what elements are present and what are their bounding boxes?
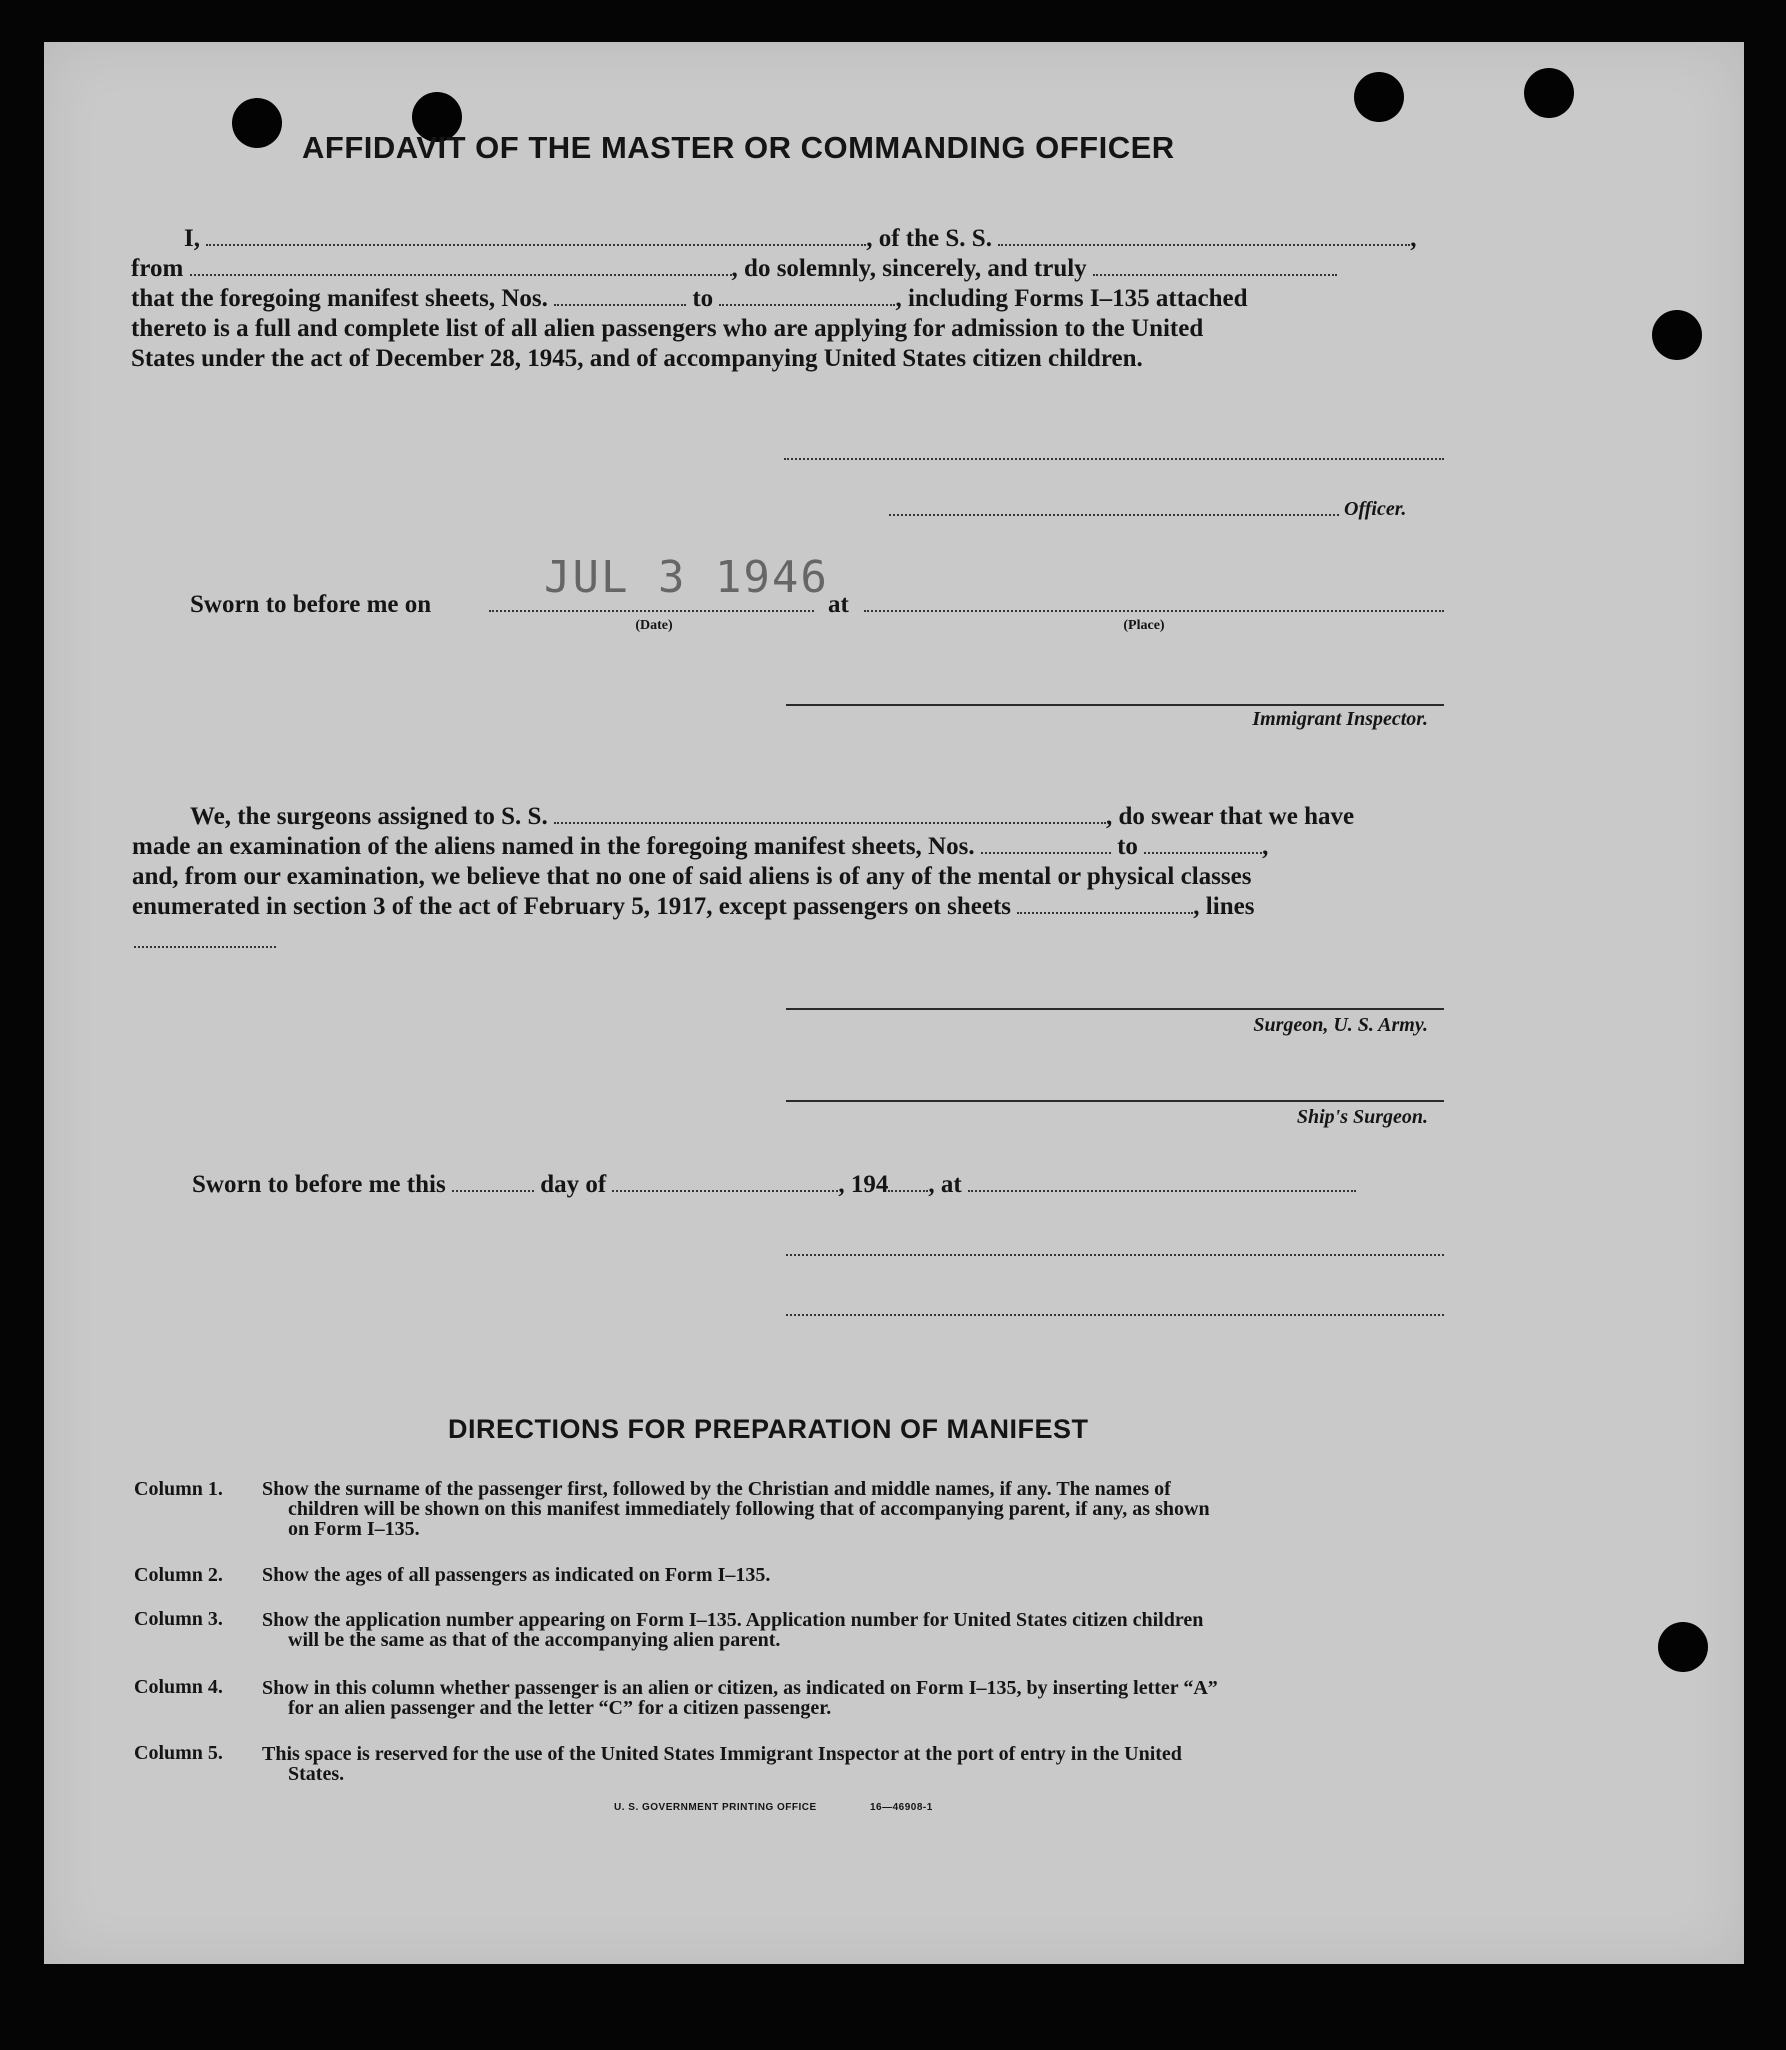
punch-hole <box>1652 310 1702 360</box>
swear-blank[interactable] <box>1093 256 1337 276</box>
except-sheets-blank[interactable] <box>1017 894 1193 914</box>
affidavit-line-5: States under the act of December 28, 1945, and of accompanying United States citizen children. <box>131 345 1143 372</box>
surgeon-ship-blank[interactable] <box>554 804 1106 824</box>
surgeons-line-2: made an examination of the aliens named in the foregoing manifest sheets, Nos. to , <box>132 833 1269 860</box>
sworn-before-text: Sworn to before me on <box>190 591 432 618</box>
punch-hole <box>1658 1622 1708 1672</box>
punch-hole <box>1354 72 1404 122</box>
direction-text: Show the surname of the passenger first, followed by the Christian and middle names, if any. The names of children will be shown on this manifest immediately following that of accompanying parent, if any, as shown on Form I–135. <box>262 1478 1210 1540</box>
place-caption: (Place) <box>1123 618 1165 633</box>
direction-text: Show the ages of all passengers as indicated on Form I–135. <box>262 1564 771 1586</box>
sworn-place-blank[interactable] <box>968 1172 1356 1192</box>
date-line[interactable] <box>489 610 814 612</box>
date-caption: (Date) <box>635 618 673 633</box>
inspector-signature-line[interactable] <box>786 704 1444 706</box>
signature-line[interactable] <box>786 1254 1444 1256</box>
day-blank[interactable] <box>452 1172 534 1192</box>
form-code: 16—46908-1 <box>870 1802 933 1813</box>
directions-title: DIRECTIONS FOR PREPARATION OF MANIFEST <box>448 1414 1089 1444</box>
affidavit-line-1: I, , of the S. S. , <box>184 225 1417 252</box>
ships-surgeon-signature-line[interactable] <box>786 1100 1444 1102</box>
direction-column-label: Column 1. <box>134 1478 223 1500</box>
inspector-label: Immigrant Inspector. <box>1252 708 1428 730</box>
sworn-this-day-line: Sworn to before me this day of , 194 , at <box>192 1170 1356 1200</box>
surgeons-line-3: and, from our examination, we believe that no one of said aliens is of any of the mental or physical classes <box>132 863 1252 890</box>
signature-line[interactable] <box>786 1314 1444 1316</box>
direction-column-label: Column 4. <box>134 1676 223 1698</box>
army-surgeon-label: Surgeon, U. S. Army. <box>1253 1014 1428 1036</box>
direction-text: Show the application number appearing on Form I–135. Application number for United States citizen children will be the same as that of the accompanying alien parent. <box>262 1609 1204 1651</box>
exam-sheets-from-blank[interactable] <box>981 834 1111 854</box>
affidavit-line-2: from , do solemnly, sincerely, and truly <box>131 254 1337 284</box>
year-blank[interactable] <box>888 1172 928 1192</box>
exam-sheets-to-blank[interactable] <box>1144 834 1262 854</box>
direction-text: This space is reserved for the use of the United States Immigrant Inspector at the port of entry in the United States. <box>262 1743 1182 1785</box>
from-port-blank[interactable] <box>190 256 732 276</box>
officer-signature-line[interactable] <box>784 458 1444 460</box>
master-name-blank[interactable] <box>206 226 866 246</box>
direction-column-label: Column 3. <box>134 1608 223 1630</box>
sworn-at-text: at <box>828 591 849 618</box>
sheets-to-blank[interactable] <box>719 286 895 306</box>
affidavit-line-3: that the foregoing manifest sheets, Nos. to , including Forms I–135 attached <box>131 285 1248 312</box>
direction-column-label: Column 2. <box>134 1564 223 1586</box>
direction-column-label: Column 5. <box>134 1742 223 1764</box>
affidavit-line-4: thereto is a full and complete list of all alien passengers who are applying for admission to the United <box>131 315 1204 342</box>
month-blank[interactable] <box>612 1172 838 1192</box>
printing-office-imprint: U. S. GOVERNMENT PRINTING OFFICE <box>614 1802 817 1813</box>
army-surgeon-signature-line[interactable] <box>786 1008 1444 1010</box>
punch-hole <box>232 98 282 148</box>
lines-blank[interactable] <box>134 946 276 948</box>
page-title: AFFIDAVIT OF THE MASTER OR COMMANDING OFFICER <box>302 130 1175 165</box>
surgeons-line-1: We, the surgeons assigned to S. S. , do swear that we have <box>190 803 1355 830</box>
direction-text: Show in this column whether passenger is an alien or citizen, as indicated on Form I–135, by inserting letter “A” for an alien passenger and the letter “C” for a citizen passenger. <box>262 1677 1218 1719</box>
punch-hole <box>1524 68 1574 118</box>
place-line[interactable] <box>864 610 1444 612</box>
sheets-from-blank[interactable] <box>554 286 686 306</box>
officer-label: Officer. <box>1344 498 1407 520</box>
date-stamp: JUL 3 1946 <box>544 552 829 603</box>
surgeons-line-4: enumerated in section 3 of the act of February 5, 1917, except passengers on sheets , lines <box>132 893 1255 920</box>
officer-title-line[interactable] <box>889 514 1339 516</box>
ship-name-blank[interactable] <box>998 226 1410 246</box>
document-page <box>44 42 1744 1964</box>
ships-surgeon-label: Ship's Surgeon. <box>1296 1106 1428 1128</box>
